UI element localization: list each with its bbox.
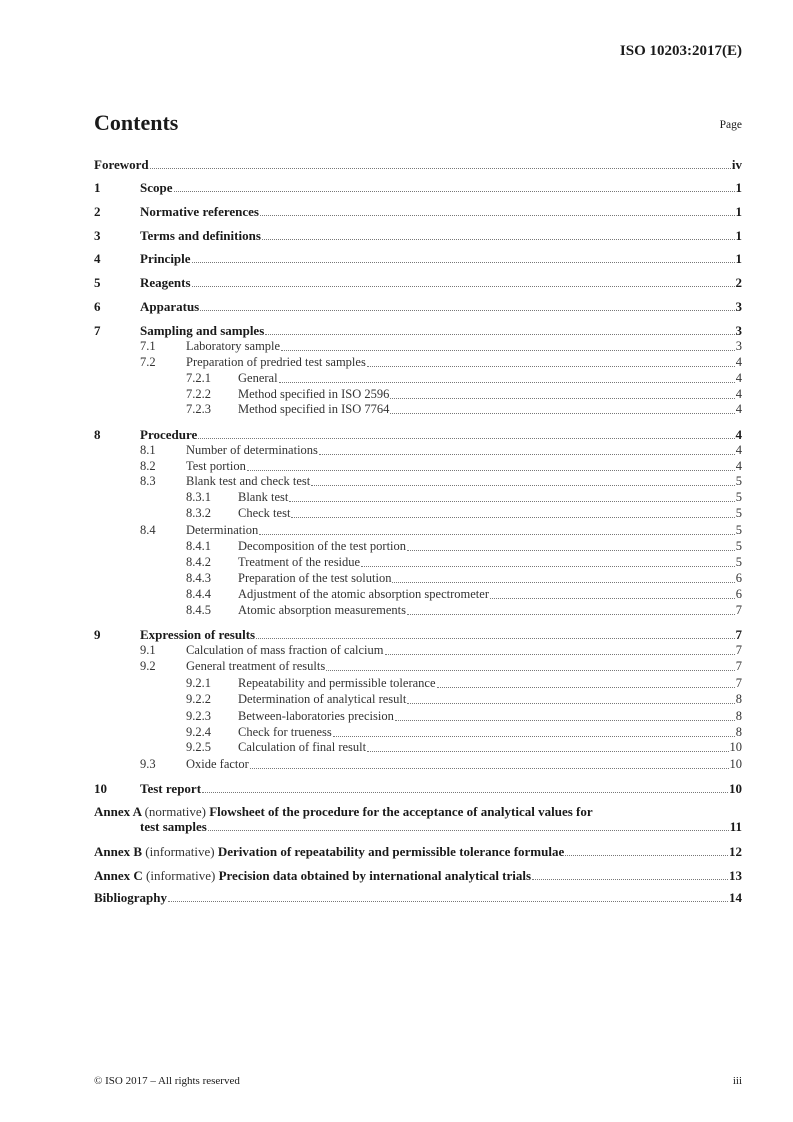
annex-label: Annex C xyxy=(94,868,143,883)
dot-leader xyxy=(265,334,734,335)
entry-number: 9.2.5 xyxy=(186,740,211,754)
entry-title: Expression of results xyxy=(140,627,256,642)
page-number: 1 xyxy=(735,228,742,243)
entry-number: 7 xyxy=(94,323,101,338)
dot-leader xyxy=(256,638,734,639)
page-number: 2 xyxy=(735,275,742,290)
entry-title: Treatment of the residue xyxy=(238,555,361,569)
annex-type: (informative) xyxy=(145,844,215,859)
page-number: 7 xyxy=(735,627,742,642)
entry-title: Principle xyxy=(140,251,191,266)
page-number: 8 xyxy=(735,709,742,723)
entry-title: Test portion xyxy=(186,459,246,473)
page-title: Contents xyxy=(94,110,179,135)
page-number: 1 xyxy=(735,180,742,195)
toc-entry[interactable] xyxy=(94,489,742,505)
toc-entry[interactable] xyxy=(94,473,742,489)
entry-title: Blank test xyxy=(238,490,289,504)
page-number: 7 xyxy=(735,676,742,690)
toc-entry[interactable] xyxy=(94,708,742,724)
dot-leader xyxy=(259,534,735,535)
page-number: 4 xyxy=(735,371,742,385)
toc-entry[interactable] xyxy=(94,370,742,386)
dot-leader xyxy=(407,550,735,551)
entry-number: 1 xyxy=(94,180,101,195)
annex-label: Annex A xyxy=(94,804,142,819)
page-number: 4 xyxy=(735,355,742,369)
entry-title: Adjustment of the atomic absorption spectrometer xyxy=(238,587,489,601)
annex-title: Derivation of repeatability and permissible tolerance formulae xyxy=(217,844,565,859)
entry-number: 8.4 xyxy=(140,523,156,537)
entry-number: 8.3 xyxy=(140,474,156,488)
toc-entry[interactable] xyxy=(94,538,742,554)
entry-title: Preparation of predried test samples xyxy=(186,355,366,369)
entry-title: Oxide factor xyxy=(186,757,249,771)
dot-leader xyxy=(279,382,735,383)
dot-leader xyxy=(192,262,735,263)
toc-entry[interactable] xyxy=(94,724,742,740)
dot-leader xyxy=(392,582,734,583)
dot-leader xyxy=(385,654,735,655)
toc-entry[interactable] xyxy=(94,505,742,521)
page-number: 14 xyxy=(729,890,742,905)
toc-entry[interactable] xyxy=(94,250,742,266)
page-number: 5 xyxy=(735,474,742,488)
page-number: 5 xyxy=(735,555,742,569)
entry-number: 9.2.3 xyxy=(186,709,211,723)
entry-number: 8.1 xyxy=(140,443,156,457)
copyright-notice: © ISO 2017 – All rights reserved xyxy=(94,1075,240,1087)
dot-leader xyxy=(291,517,734,518)
page-number: 5 xyxy=(735,539,742,553)
entry-title: Foreword xyxy=(94,157,149,172)
dot-leader xyxy=(208,830,729,831)
dot-leader xyxy=(150,168,731,169)
entry-number: 6 xyxy=(94,299,101,314)
toc-entry[interactable] xyxy=(94,426,742,442)
entry-title: Decomposition of the test portion xyxy=(238,539,407,553)
entry-title: Reagents xyxy=(140,275,191,290)
dot-leader xyxy=(260,215,735,216)
entry-title: Bibliography xyxy=(94,890,167,905)
page-number: 5 xyxy=(735,506,742,520)
toc-entry[interactable] xyxy=(94,756,742,772)
page-number: 1 xyxy=(735,204,742,219)
entry-title: Check for trueness xyxy=(238,725,332,739)
dot-leader xyxy=(250,768,729,769)
entry-number: 9.2.1 xyxy=(186,676,211,690)
entry-number: 9.3 xyxy=(140,757,156,771)
entry-title: Method specified in ISO 7764 xyxy=(238,402,390,416)
dot-leader xyxy=(198,438,734,439)
toc-entry[interactable] xyxy=(94,274,742,290)
toc-entry[interactable] xyxy=(94,780,742,796)
toc-entry[interactable] xyxy=(94,522,742,538)
toc-entry[interactable] xyxy=(94,203,742,219)
entry-number: 8.2 xyxy=(140,459,156,473)
entry-number: 7.2 xyxy=(140,355,156,369)
page-number-footer: iii xyxy=(732,1075,742,1087)
toc-entry[interactable] xyxy=(94,626,742,642)
toc-entry[interactable] xyxy=(94,642,742,658)
page-number: 6 xyxy=(735,571,742,585)
entry-number: 9.2.4 xyxy=(186,725,211,739)
page-number: 5 xyxy=(735,523,742,537)
toc-entry[interactable] xyxy=(94,658,742,674)
page-number: 4 xyxy=(735,459,742,473)
dot-leader xyxy=(326,670,735,671)
toc-entry[interactable] xyxy=(94,675,742,691)
toc-annex-a[interactable] xyxy=(94,804,742,834)
toc-bibliography[interactable] xyxy=(94,890,742,905)
annex-title: Flowsheet of the procedure for the acceptance of analytical values for xyxy=(209,804,593,819)
dot-leader xyxy=(174,191,735,192)
entry-number: 7.1 xyxy=(140,339,156,353)
entry-title: Scope xyxy=(140,180,173,195)
dot-leader xyxy=(565,855,728,856)
dot-leader xyxy=(200,310,734,311)
entry-title: Determination of analytical result xyxy=(238,692,407,706)
dot-leader xyxy=(395,720,735,721)
page-number: 10 xyxy=(729,740,742,754)
entry-number: 4 xyxy=(94,251,101,266)
entry-title: Check test xyxy=(238,506,291,520)
entry-title: Preparation of the test solution xyxy=(238,571,392,585)
dot-leader xyxy=(289,501,734,502)
page-number: 13 xyxy=(729,868,742,883)
page-number: 6 xyxy=(735,587,742,601)
dot-leader xyxy=(262,239,735,240)
entry-title: Test report xyxy=(140,781,202,796)
dot-leader xyxy=(390,398,734,399)
annex-type: (normative) xyxy=(144,804,206,819)
entry-number: 7.2.1 xyxy=(186,371,211,385)
entry-number: 2 xyxy=(94,204,101,219)
page-number: 12 xyxy=(729,844,742,859)
page-number: 3 xyxy=(735,323,742,338)
entry-number: 5 xyxy=(94,275,101,290)
dot-leader xyxy=(168,901,728,902)
dot-leader xyxy=(367,751,728,752)
entry-title: Sampling and samples xyxy=(140,323,265,338)
entry-title: Calculation of final result xyxy=(238,740,367,754)
page-number: 10 xyxy=(729,781,742,796)
page-number: 3 xyxy=(735,299,742,314)
entry-number: 9.1 xyxy=(140,643,156,657)
dot-leader xyxy=(192,286,735,287)
entry-title: Terms and definitions xyxy=(140,228,261,243)
entry-title: Repeatability and permissible tolerance xyxy=(238,676,436,690)
entry-number: 8.3.2 xyxy=(186,506,211,520)
annex-label: Annex B xyxy=(94,844,143,859)
entry-title: Normative references xyxy=(140,204,259,219)
dot-leader xyxy=(333,736,735,737)
entry-title: General xyxy=(238,371,278,385)
entry-title: General treatment of results xyxy=(186,659,326,673)
page-number: 1 xyxy=(735,251,742,266)
toc-entry[interactable] xyxy=(94,322,742,338)
page-number: 7 xyxy=(735,659,742,673)
toc-entry[interactable] xyxy=(94,458,742,474)
dot-leader xyxy=(247,470,735,471)
page-number: iv xyxy=(731,157,742,172)
entry-number: 8.4.5 xyxy=(186,603,211,617)
toc-annex-b[interactable] xyxy=(94,844,742,859)
entry-number: 9.2.2 xyxy=(186,692,211,706)
page-number: 4 xyxy=(735,427,742,442)
annex-type: (informative) xyxy=(146,868,216,883)
dot-leader xyxy=(437,687,735,688)
toc-entry[interactable] xyxy=(94,338,742,354)
page-column-label: Page xyxy=(719,119,742,131)
entry-title: Laboratory sample xyxy=(186,339,281,353)
toc-entry[interactable] xyxy=(94,586,742,602)
entry-number: 8.4.4 xyxy=(186,587,211,601)
page-number: 7 xyxy=(735,603,742,617)
entry-number: 8.4.1 xyxy=(186,539,211,553)
toc-entry[interactable] xyxy=(94,570,742,586)
toc-entry[interactable] xyxy=(94,401,742,417)
page-number: 4 xyxy=(735,443,742,457)
entry-title: Blank test and check test xyxy=(186,474,311,488)
toc-entry[interactable] xyxy=(94,156,742,172)
toc-entry[interactable] xyxy=(94,554,742,570)
dot-leader xyxy=(281,350,735,351)
entry-title: Determination xyxy=(186,523,259,537)
entry-title: Atomic absorption measurements xyxy=(238,603,407,617)
toc-entry[interactable] xyxy=(94,691,742,707)
dot-leader xyxy=(311,485,734,486)
entry-title: Between-laboratories precision xyxy=(238,709,394,723)
page-number: 8 xyxy=(735,692,742,706)
page-number: 4 xyxy=(735,402,742,416)
page-number: 10 xyxy=(729,757,742,771)
dot-leader xyxy=(532,879,728,880)
dot-leader xyxy=(361,566,735,567)
entry-number: 8.4.2 xyxy=(186,555,211,569)
toc-entry[interactable] xyxy=(94,386,742,402)
dot-leader xyxy=(390,413,734,414)
dot-leader xyxy=(407,703,734,704)
page-number: 5 xyxy=(735,490,742,504)
toc-entry[interactable] xyxy=(94,354,742,370)
document-id: ISO 10203:2017(E) xyxy=(619,43,742,59)
toc-annex-c[interactable] xyxy=(94,868,742,883)
annex-title-cont: test samples xyxy=(140,819,207,834)
entry-title: Apparatus xyxy=(140,299,200,314)
entry-number: 7.2.3 xyxy=(186,402,211,416)
dot-leader xyxy=(490,598,735,599)
page-number: 11 xyxy=(729,819,742,834)
toc-entry[interactable] xyxy=(94,227,742,243)
toc-entry[interactable] xyxy=(94,602,742,618)
entry-number: 10 xyxy=(94,781,107,796)
dot-leader xyxy=(319,454,735,455)
toc-entry[interactable] xyxy=(94,739,742,755)
entry-number: 7.2.2 xyxy=(186,387,211,401)
page-number: 8 xyxy=(735,725,742,739)
entry-title: Number of determinations xyxy=(186,443,318,457)
entry-number: 8 xyxy=(94,427,101,442)
entry-number: 3 xyxy=(94,228,101,243)
dot-leader xyxy=(367,366,735,367)
dot-leader xyxy=(407,614,735,615)
entry-title: Procedure xyxy=(140,427,198,442)
page-number: 3 xyxy=(735,339,742,353)
toc-entry[interactable] xyxy=(94,442,742,458)
toc-entry[interactable] xyxy=(94,298,742,314)
entry-title: Method specified in ISO 2596 xyxy=(238,387,390,401)
entry-number: 8.3.1 xyxy=(186,490,211,504)
entry-number: 8.4.3 xyxy=(186,571,211,585)
entry-number: 9 xyxy=(94,627,101,642)
entry-title: Calculation of mass fraction of calcium xyxy=(186,643,384,657)
page-number: 4 xyxy=(735,387,742,401)
entry-number: 9.2 xyxy=(140,659,156,673)
annex-title: Precision data obtained by international analytical trials xyxy=(218,868,532,883)
toc-entry[interactable] xyxy=(94,179,742,195)
dot-leader xyxy=(202,792,728,793)
page-number: 7 xyxy=(735,643,742,657)
